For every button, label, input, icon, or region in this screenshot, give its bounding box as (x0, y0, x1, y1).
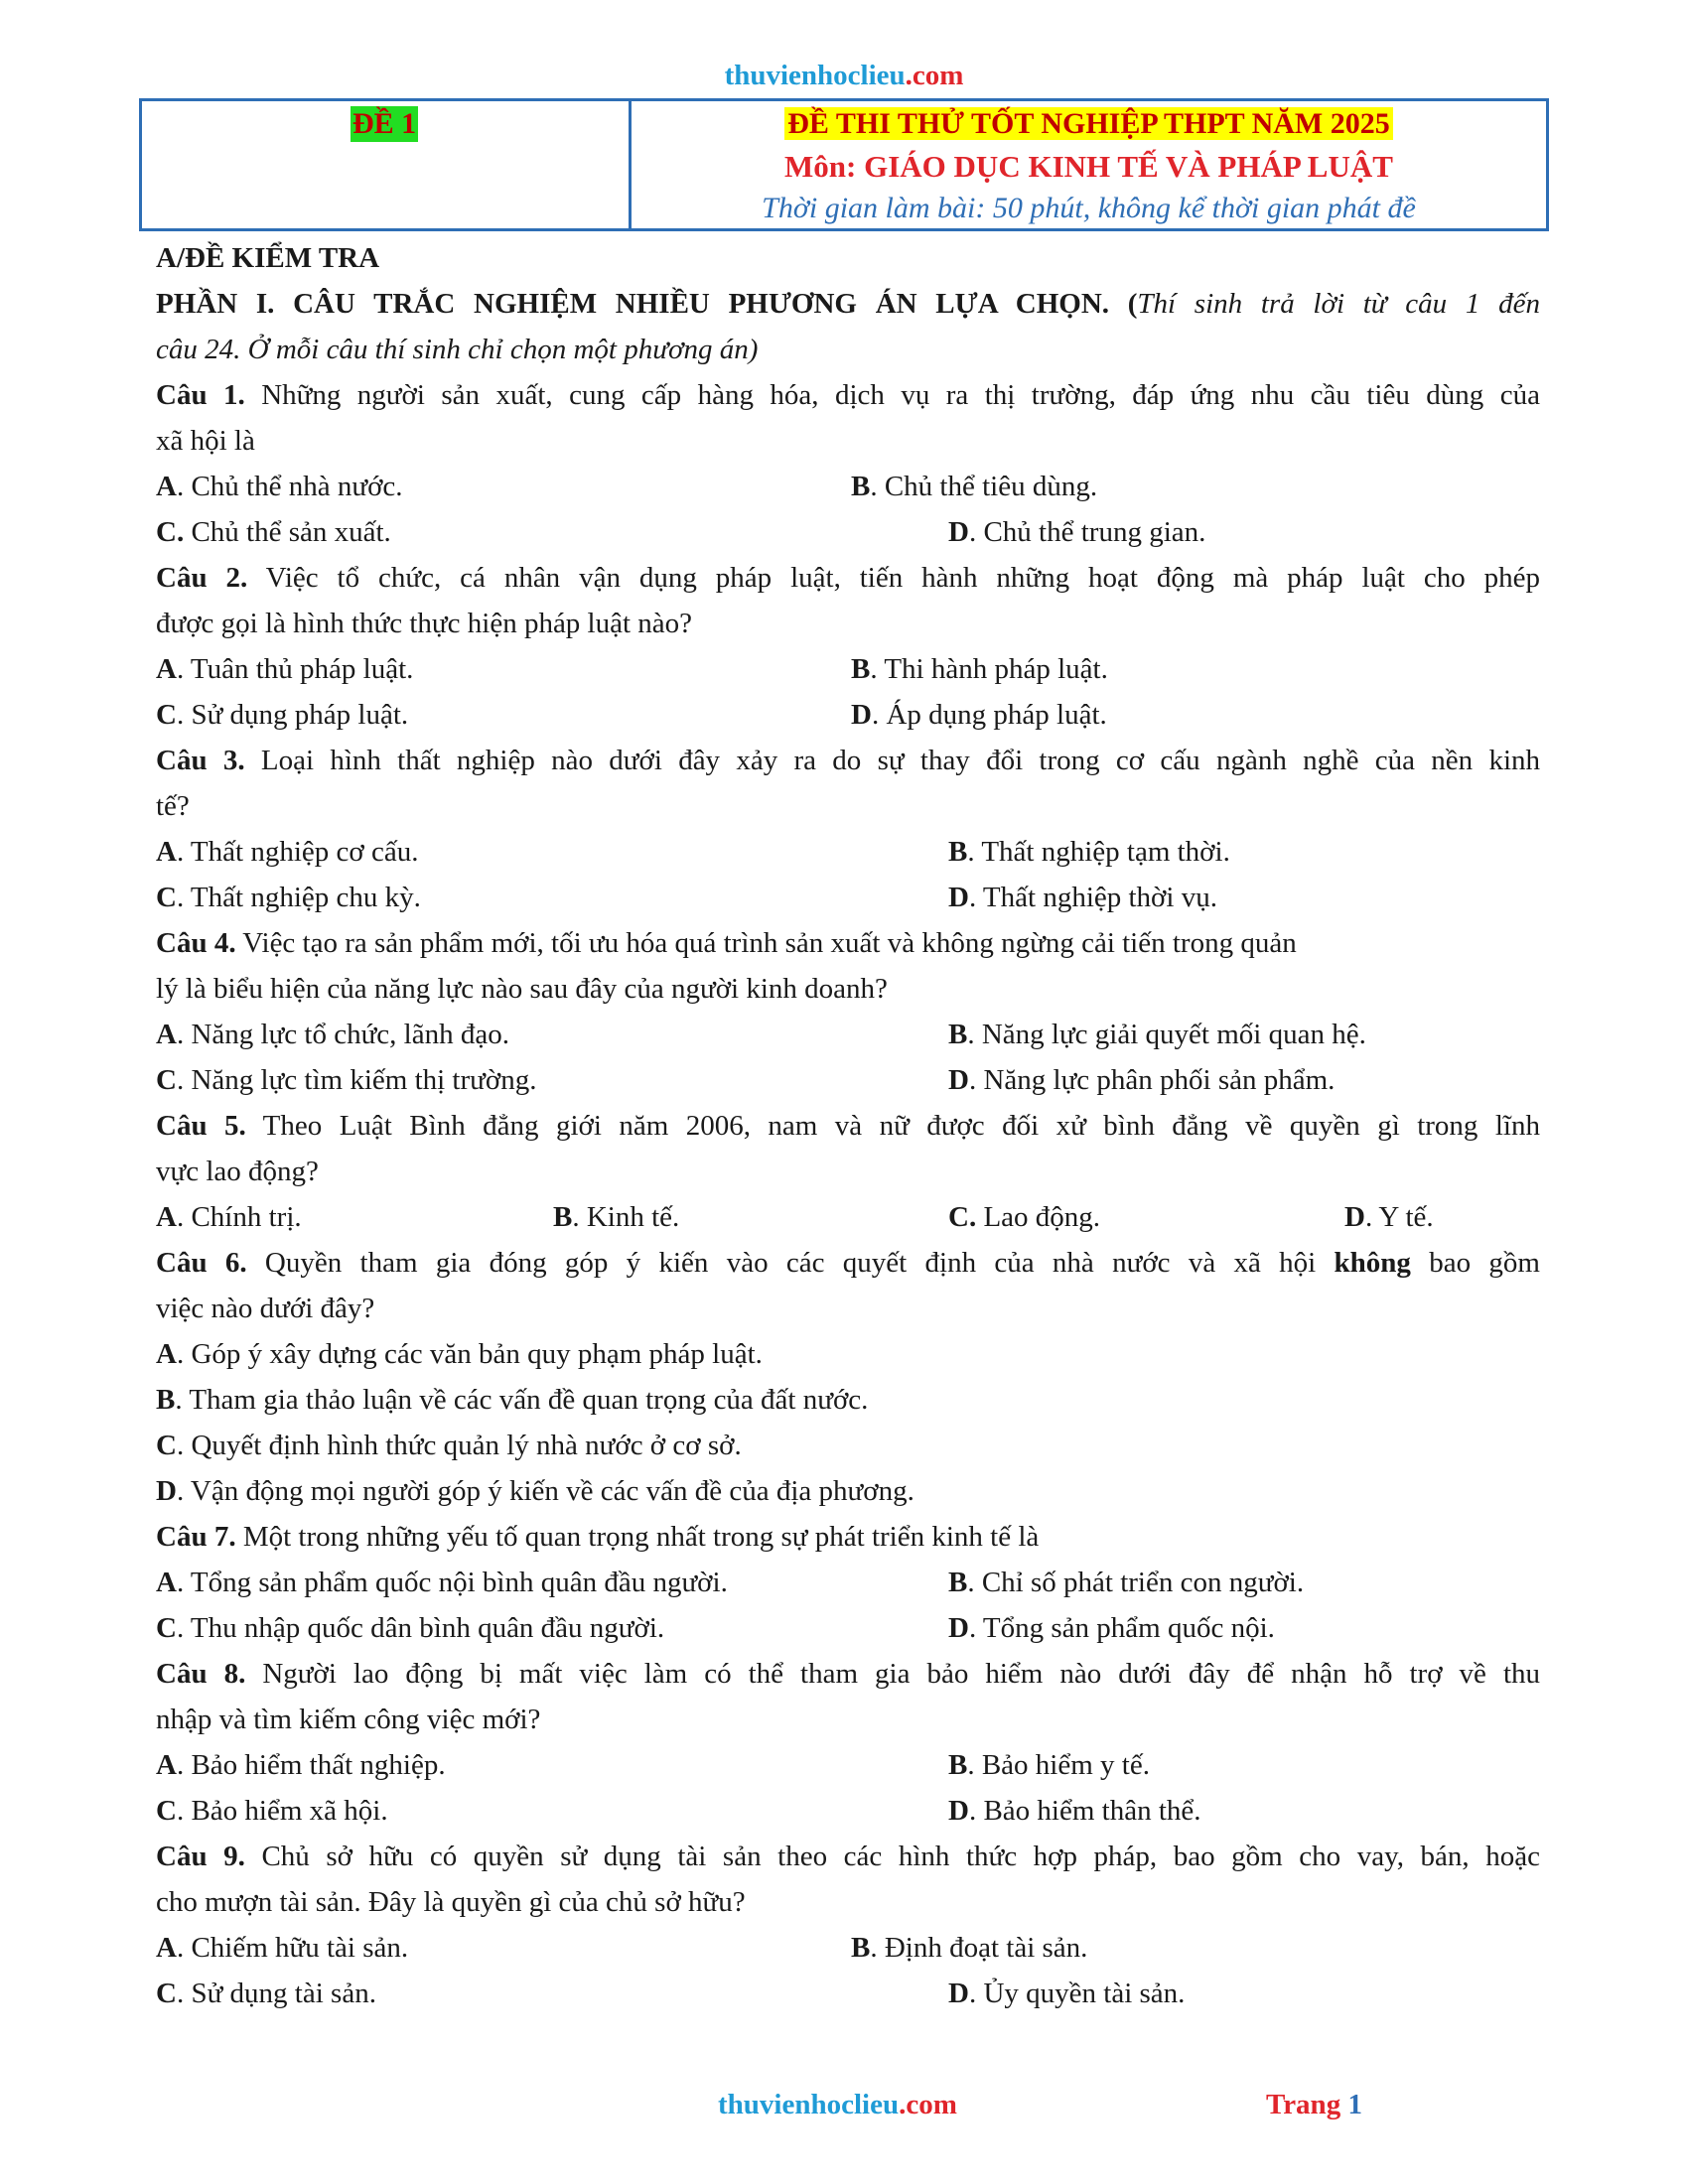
question-1-text (156, 372, 1540, 418)
question-3-text-cont: tế? (156, 790, 190, 822)
site-name-part: thuvienhoclieu (724, 60, 906, 91)
question-9-text-cont: cho mượn tài sản. Đây là quyền gì của chủ sở hữu? (156, 1886, 746, 1918)
option-d: D. Năng lực phân phối sản phẩm. (948, 1064, 1336, 1096)
question-1-options-2 (156, 509, 1540, 555)
option-c: C. Sử dụng tài sản. (156, 1978, 376, 2009)
question-text: bao gồm (1410, 1247, 1540, 1279)
exam-code-cell (142, 101, 632, 228)
exam-header-box (139, 98, 1549, 231)
option-a: A. Góp ý xây dựng các văn bản quy phạm pháp luật. (156, 1338, 763, 1370)
question-text: Người lao động bị mất việc làm có thể tham gia bảo hiểm nào dưới đây để nhận hỗ trợ về thu (245, 1658, 1540, 1690)
option-c: C. Thất nghiệp chu kỳ. (156, 882, 421, 913)
option-a: A. Năng lực tổ chức, lãnh đạo. (156, 1019, 509, 1050)
option-a: A. Bảo hiểm thất nghiệp. (156, 1749, 446, 1781)
option-a: A. Chính trị. (156, 1201, 302, 1233)
option-b: B. Thi hành pháp luật. (851, 653, 1108, 685)
question-text: Việc tổ chức, cá nhân vận dụng pháp luật, tiến hành những hoạt động mà pháp luật cho phép (247, 562, 1541, 594)
option-c: C. Bảo hiểm xã hội. (156, 1795, 388, 1827)
question-8-options (156, 1742, 1540, 1788)
exam-code: ĐỀ 1 (352, 107, 417, 140)
question-4-options-2 (156, 1057, 1540, 1103)
page-footer (0, 2089, 1688, 2134)
option-b: B. Chỉ số phát triển con người. (948, 1567, 1305, 1598)
question-4-text (156, 920, 1540, 966)
question-3-options-2 (156, 875, 1540, 920)
option-c: C. Thu nhập quốc dân bình quân đầu người. (156, 1612, 665, 1644)
option-d: D. Ủy quyền tài sản. (948, 1978, 1186, 2009)
option-b: B. Kinh tế. (553, 1201, 680, 1233)
part-note-1: Thí sinh trả lời từ câu 1 đến (1137, 288, 1540, 320)
question-8-text-cont: nhập và tìm kiếm công việc mới? (156, 1704, 541, 1735)
question-2-options-2 (156, 692, 1540, 738)
footer-site-name: thuvienhoclieu.com (718, 2089, 957, 2120)
question-3-options (156, 829, 1540, 875)
option-d: D. Y tế. (1344, 1201, 1434, 1233)
question-5-text (156, 1103, 1540, 1149)
part-note-2: câu 24. Ở mỗi câu thí sinh chỉ chọn một phương án) (156, 334, 759, 365)
question-text: Một trong những yếu tố quan trọng nhất trong sự phát triển kinh tế là (235, 1521, 1040, 1553)
question-label: Câu 1. (156, 379, 245, 411)
exam-subject: Môn: GIÁO DỤC KINH TẾ VÀ PHÁP LUẬT (784, 149, 1393, 184)
option-b: B. Tham gia thảo luận về các vấn đề quan trọng của đất nước. (156, 1384, 869, 1416)
option-d: D. Vận động mọi người góp ý kiến về các vấn đề của địa phương. (156, 1475, 914, 1507)
question-label: Câu 4. (156, 927, 236, 959)
option-b: B. Bảo hiểm y tế. (948, 1749, 1150, 1781)
question-6-text-cont: việc nào dưới đây? (156, 1293, 375, 1324)
question-text: Chủ sở hữu có quyền sử dụng tài sản theo các hình thức hợp pháp, bao gồm cho vay, bán, hoặc (244, 1841, 1540, 1872)
option-b: B. Chủ thể tiêu dùng. (851, 471, 1098, 502)
option-c: C. Quyết định hình thức quản lý nhà nước ở cơ sở. (156, 1430, 742, 1461)
question-8-text (156, 1651, 1540, 1697)
option-b: B. Thất nghiệp tạm thời. (948, 836, 1230, 868)
part-heading (156, 281, 1540, 327)
option-d: D. Chủ thể trung gian. (948, 516, 1206, 548)
question-label: Câu 6. (156, 1247, 247, 1279)
question-label: Câu 8. (156, 1658, 246, 1690)
question-9-options (156, 1925, 1540, 1971)
question-text: Theo Luật Bình đẳng giới năm 2006, nam và nữ được đối xử bình đẳng về quyền gì trong lĩnh (245, 1110, 1540, 1142)
question-2-options (156, 646, 1540, 692)
question-label: Câu 7. (156, 1521, 236, 1553)
question-9-text (156, 1834, 1540, 1879)
option-a: A. Tuân thủ pháp luật. (156, 653, 414, 685)
question-emphasis: không (1334, 1247, 1411, 1279)
question-5-options (156, 1194, 1540, 1240)
question-2-text (156, 555, 1540, 601)
question-3-text (156, 738, 1540, 783)
option-a: A. Chiếm hữu tài sản. (156, 1932, 409, 1964)
question-1-text-cont: xã hội là (156, 425, 255, 457)
question-4-options (156, 1012, 1540, 1057)
option-c: C. Lao động. (948, 1201, 1101, 1233)
option-a: A. Tổng sản phẩm quốc nội bình quân đầu người. (156, 1567, 728, 1598)
question-6-text (156, 1240, 1540, 1286)
section-heading: A/ĐỀ KIỂM TRA (156, 242, 380, 274)
option-b: B. Năng lực giải quyết mối quan hệ. (948, 1019, 1366, 1050)
option-b: B. Định đoạt tài sản. (851, 1932, 1088, 1964)
exam-time: Thời gian làm bài: 50 phút, không kể thời gian phát đề (762, 192, 1416, 224)
question-text: Những người sản xuất, cung cấp hàng hóa, dịch vụ ra thị trường, đáp ứng nhu cầu tiêu dùng của (244, 379, 1540, 411)
option-d: D. Tổng sản phẩm quốc nội. (948, 1612, 1275, 1644)
question-4-text-cont: lý là biểu hiện của năng lực nào sau đây của người kinh doanh? (156, 973, 888, 1005)
site-name-header (0, 60, 1688, 92)
question-8-options-2 (156, 1788, 1540, 1834)
question-5-text-cont: vực lao động? (156, 1156, 319, 1187)
question-text: Quyền tham gia đóng góp ý kiến vào các quyết định của nhà nước và xã hội (246, 1247, 1335, 1279)
question-text: Việc tạo ra sản phẩm mới, tối ưu hóa quá trình sản xuất và không ngừng cải tiến trong quản (235, 927, 1297, 959)
option-c: C. Chủ thể sản xuất. (156, 516, 391, 548)
option-d: D. Bảo hiểm thân thể. (948, 1795, 1201, 1827)
question-label: Câu 2. (156, 562, 248, 594)
option-a: A. Chủ thể nhà nước. (156, 471, 403, 502)
question-2-text-cont: được gọi là hình thức thực hiện pháp luật nào? (156, 608, 693, 639)
exam-title-cell (632, 101, 1546, 228)
exam-content (156, 235, 1540, 2016)
question-label: Câu 9. (156, 1841, 245, 1872)
question-7-options-2 (156, 1605, 1540, 1651)
question-7-options (156, 1560, 1540, 1605)
option-a: A. Thất nghiệp cơ cấu. (156, 836, 419, 868)
question-7-text (156, 1514, 1540, 1560)
question-label: Câu 3. (156, 745, 245, 776)
question-label: Câu 5. (156, 1110, 246, 1142)
site-tld: .com (905, 60, 964, 91)
page-number: Trang 1 (1266, 2089, 1362, 2120)
option-c: C. Sử dụng pháp luật. (156, 699, 409, 731)
question-text: Loại hình thất nghiệp nào dưới đây xảy ra do sự thay đổi trong cơ cấu ngành nghề của nền kinh (244, 745, 1540, 776)
option-c: C. Năng lực tìm kiếm thị trường. (156, 1064, 537, 1096)
option-d: D. Áp dụng pháp luật. (851, 699, 1107, 731)
question-9-options-2 (156, 1971, 1540, 2016)
question-1-options (156, 464, 1540, 509)
option-d: D. Thất nghiệp thời vụ. (948, 882, 1217, 913)
exam-title: ĐỀ THI THỬ TỐT NGHIỆP THPT NĂM 2025 (784, 107, 1393, 140)
part-title: PHẦN I. CÂU TRẮC NGHIỆM NHIỀU PHƯƠNG ÁN LỰA CHỌN. ( (156, 288, 1138, 320)
